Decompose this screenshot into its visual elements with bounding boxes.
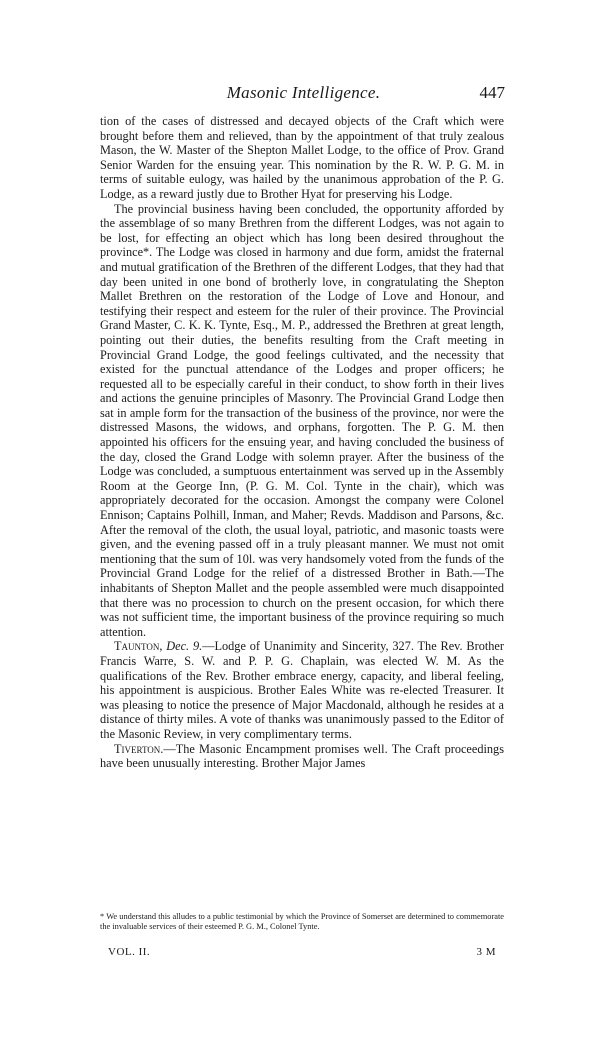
paragraph-4-text: —The Masonic Encampment promises well. The Craft proceedings have been unusually interesting. Brother Major James [100, 741, 504, 771]
place-name: Taunton, [114, 639, 163, 654]
paragraph-3 [100, 639, 504, 741]
running-title: Masonic Intelligence. [226, 83, 381, 102]
paragraph-1: tion of the cases of distressed and decayed objects of the Craft which were brought before them and relieved, than by the appointment of that truly zealous Mason, the W. Master of the Shepton Mallet Lodge, to the office of Prov. Grand Senior Warden for the ensuing year. This nomination by the R. W. P. G. M. in terms of suitable eulogy, was hailed by the unanimous approbation of the P. G. Lodge, as a reward justly due to Brother Hyat for preserving his Lodge. [100, 114, 504, 201]
volume-label: VOL. II. [108, 946, 151, 958]
paragraph-3-text: —Lodge of Unanimity and Sincerity, 327. The Rev. Brother Francis Warre, S. W. and P. P. G. Chaplain, was elected W. M. As the qualifications of the Rev. Brother embrace energy, capacity, and liberal feeling, his appointment is auspicious. Brother Eales White was re-elected Treasurer. It was pleasing to notice the presence of Major Macdonald, although he resides at a distance of thirty miles. A vote of thanks was unanimously passed to the Editor of the Masonic Review, in very complimentary terms. [100, 639, 504, 741]
page-number: 447 [479, 83, 505, 102]
place-name: Tiverton. [114, 741, 164, 756]
paragraph-2: The provincial business having been concluded, the opportunity afforded by the assemblage of so many Brethren from the different Lodges, was not again to be lost, for effecting an object which has long been desired throughout the province*. The Lodge was closed in harmony and due form, amidst the fraternal and mutual gratification of the Brethren of the different Lodges, that they had that day been united in one bond of brotherly love, in congratulating the Shepton Mallet Brethren on the restoration of the Lodge of Love and Honour, and testifying their respect and esteem for the ruler of their province. The Provincial Grand Master, C. K. K. Tynte, Esq., M. P., addressed the Brethren at great length, pointing out their duties, the benefits resulting from the Craft meeting in Provincial Grand Lodge, the good feelings cultivated, and the necessity that existed for the punctual attendance of the Lodges and proper officers; he requested all to be especially careful in their conduct, to show forth in their lives and actions the genuine principles of Masonry. The Provincial Grand Lodge then sat in ample form for the transaction of the business of the province, nor were the distressed Masons, the widows, and orphans, forgotten. The P. G. M. then appointed his officers for the ensuing year, and having concluded the business of the day, closed the Grand Lodge with solemn prayer. After the business of the Lodge was concluded, a sumptuous entertainment was served up in the Assembly Room at the George Inn, (P. G. M. Col. Tynte in the chair), which was appropriately decorated for the occasion. Amongst the company were Colonel Ennison; Captains Polhill, Inman, and Maher; Revds. Maddison and Parsons, &c. After the removal of the cloth, the usual loyal, patriotic, and masonic toasts were given, and the evening passed off in a truly pleasant manner. We must not omit mentioning that the sum of 10l. was very handsomely voted from the funds of the Provincial Grand Lodge for the relief of a distressed Brother in Bath.—The inhabitants of Shepton Mallet and the people assembled were much disappointed that there was no procession to church on the present occasion, for which there was not sufficient time, the important business of the province requiring so much attention. [100, 201, 504, 639]
footnote: * We understand this alludes to a public testimonial by which the Province of Somerset are determined to commemorate the invaluable services of their esteemed P. G. M., Colonel Tynte. [100, 912, 504, 931]
page-header [0, 83, 607, 107]
paragraph-4 [100, 742, 504, 771]
article-body [100, 114, 504, 771]
signature-mark: 3 M [476, 946, 496, 958]
date: Dec. 9. [166, 639, 203, 654]
